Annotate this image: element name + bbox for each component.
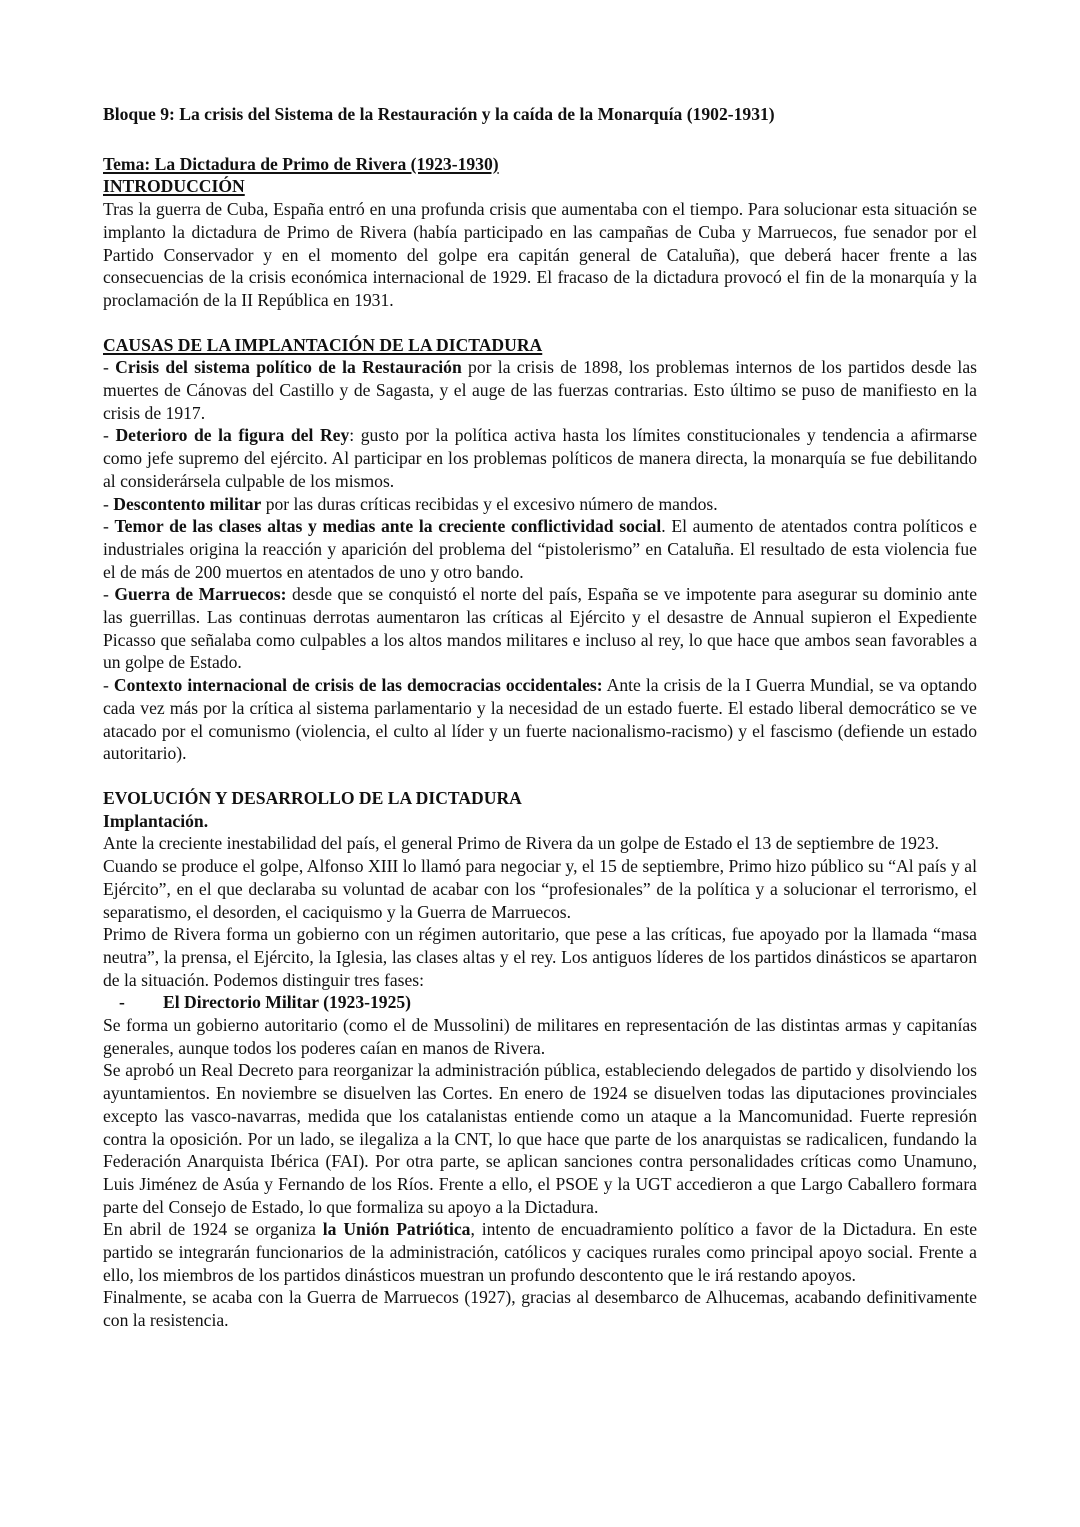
cause-title: Deterioro de la figura del Rey [115,425,350,446]
paragraph: Primo de Rivera forma un gobierno con un régimen autoritario, que pese a las críticas, fue apoyado por la llamada “masa neutra”, la prensa, el Ejército, la Iglesia, las clases altas y el rey. Los antiguos líderes de los partidos dinásticos se apartaron de la situación. Podemos distinguir tres fases: [103,924,977,990]
intro-heading: INTRODUCCIÓN [103,176,245,197]
cause-title: Crisis del sistema político de la Restauración [115,357,462,378]
paragraph: Ante la creciente inestabilidad del país, el general Primo de Rivera da un golpe de Estado el 13 de septiembre de 1923. [103,833,939,854]
phase-item [103,991,977,1014]
cause-text: por las duras críticas recibidas y el excesivo número de mandos. [261,493,718,514]
evolution-heading: EVOLUCIÓN Y DESARROLLO DE LA DICTADURA [103,787,522,808]
bullet-dash: - [103,425,116,446]
cause-item [103,424,977,492]
paragraph [103,1218,977,1286]
causes-list [103,356,977,765]
causes-heading: CAUSAS DE LA IMPLANTACIÓN DE LA DICTADURA [103,334,543,355]
theme-title: Tema: La Dictadura de Primo de Rivera (1923-1930) [103,153,499,174]
cause-text: desde que se conquistó el norte del país, España se ve impotente para asegurar su dominio ante las guerrillas. Las continuas derrotas aumentaron las críticas al Ejército y el desastre de Annual supieron el Expediente Picasso que señalaba como culpables a los altos mandos militares e incluso al rey, lo que hace que ambos sean favorables a un golpe de Estado. [103,584,978,673]
intro-paragraph: Tras la guerra de Cuba, España entró en una profunda crisis que aumentaba con el tiempo. Para solucionar esta situación se implanto la dictadura de Primo de Rivera (había participado en las campañas de Cuba y Marruecos, fue senador por el Partido Conservador y en el momento del golpe era capitán general de Cataluña), que deberá hacer frente a las consecuencias de la crisis económica internacional de 1929. El fracaso de la dictadura provocó el fin de la monarquía y la proclamación de la II República en 1931. [103,199,977,310]
cause-item [103,674,977,765]
phase-label: El Directorio Militar (1923-1925) [163,992,412,1013]
cause-item [103,515,977,583]
bullet-dash: - [103,675,114,696]
cause-item [103,583,977,674]
document-page [103,103,977,1332]
bullet-dash: - [119,992,125,1013]
paragraph: Se aprobó un Real Decreto para reorganizar la administración pública, estableciendo delegados de partido y disolviendo los ayuntamientos. En noviembre se disuelven las Cortes. En enero de 1924 se disuelven todas las diputaciones provinciales excepto las vasco-navarras, medida que los catalanistas entiende como un ataque a la Mancomunidad. Fuerte represión contra la oposición. Por un lado, se ilegaliza a la CNT, lo que hace que parte de los anarquistas se radicalicen, fundando la Federación Anarquista Ibérica (FAI). Por otra parte, se aplican sanciones contra personalidades críticas como Unamuno, Luis Jiménez de Asúa y Fernando de los Ríos. Frente a ello, el PSOE y la UGT accedieron a que Largo Caballero formara parte del Consejo de Estado, lo que formaliza su apoyo a la Dictadura. [103,1060,977,1217]
cause-text: : gusto por la política activa hasta los límites constitucionales y tendencia a afirmarse como jefe supremo del ejército. Al participar en los problemas políticos de manera directa, la monarquía se fue debilitando al considerársela culpable de los mismos. [103,425,978,491]
bullet-dash: - [103,516,115,537]
text-run: , intento de encuadramiento político a favor de la Dictadura. En este partido se integrarán funcionarios de la administración, católicos y caciques rurales como principal apoyo social. Frente a ello, los miembros de los partidos dinásticos muestran un profundo descontento que le irá restando apoyos. [103,1219,978,1285]
bullet-dash: - [103,357,116,378]
spacer [103,765,977,787]
implantation-subheading: Implantación. [103,810,209,831]
cause-item [103,493,977,516]
cause-item [103,356,977,424]
bullet-dash: - [103,584,115,605]
bullet-dash: - [103,493,114,514]
cause-title: Contexto internacional de crisis de las democracias occidentales: [113,675,603,696]
cause-text: . El aumento de atentados contra políticos e industriales origina la reacción y aparición del problema del “pistolerismo” en Cataluña. El resultado de esta violencia fue el de más de 200 muertos en atentados de uno y otro bando. [103,516,977,582]
cause-title: Guerra de Marruecos: [114,584,287,605]
cause-text: por la crisis de 1898, los problemas internos de los partidos desde las muertes de Cánovas del Castillo y de Sagasta, y el auge de las fuerzas contrarias. Esto último se puso de manifiesto en la crisis de 1917. [103,357,977,423]
spacer [103,126,977,153]
block-title: Bloque 9: La crisis del Sistema de la Restauración y la caída de la Monarquía (1902-1931) [103,104,775,124]
paragraph: Finalmente, se acaba con la Guerra de Marruecos (1927), gracias al desembarco de Alhucemas, acabando definitivamente con la resistencia. [103,1287,977,1331]
cause-text: Ante la crisis de la I Guerra Mundial, se va optando cada vez más por la crítica al sistema parlamentario y la necesidad de un estado fuerte. El estado liberal democrático se ve atacado por el comunismo (violencia, el culto al líder y un fuerte nacionalismo-racismo) y el fascismo (defiende un estado autoritario). [103,675,977,764]
spacer [103,312,977,334]
paragraph: Cuando se produce el golpe, Alfonso XIII lo llamó para negociar y, el 15 de septiembre, Primo hizo público su “Al país y al Ejército”, en el que declaraba su voluntad de acabar con los “profesionales” de la política y a solucionar el terrorismo, el separatismo, el desorden, el caciquismo y la Guerra de Marruecos. [103,856,977,922]
cause-title: Descontento militar [113,493,262,514]
paragraph: Se forma un gobierno autoritario (como el de Mussolini) de militares en representación de las distintas armas y capitanías generales, aunque todos los poderes caían en manos de Rivera. [103,1015,977,1058]
cause-title: Temor de las clases altas y medias ante la creciente conflictividad social [114,516,662,537]
text-run: En abril de 1924 se organiza [103,1219,323,1240]
bold-term: la Unión Patriótica [322,1219,471,1240]
